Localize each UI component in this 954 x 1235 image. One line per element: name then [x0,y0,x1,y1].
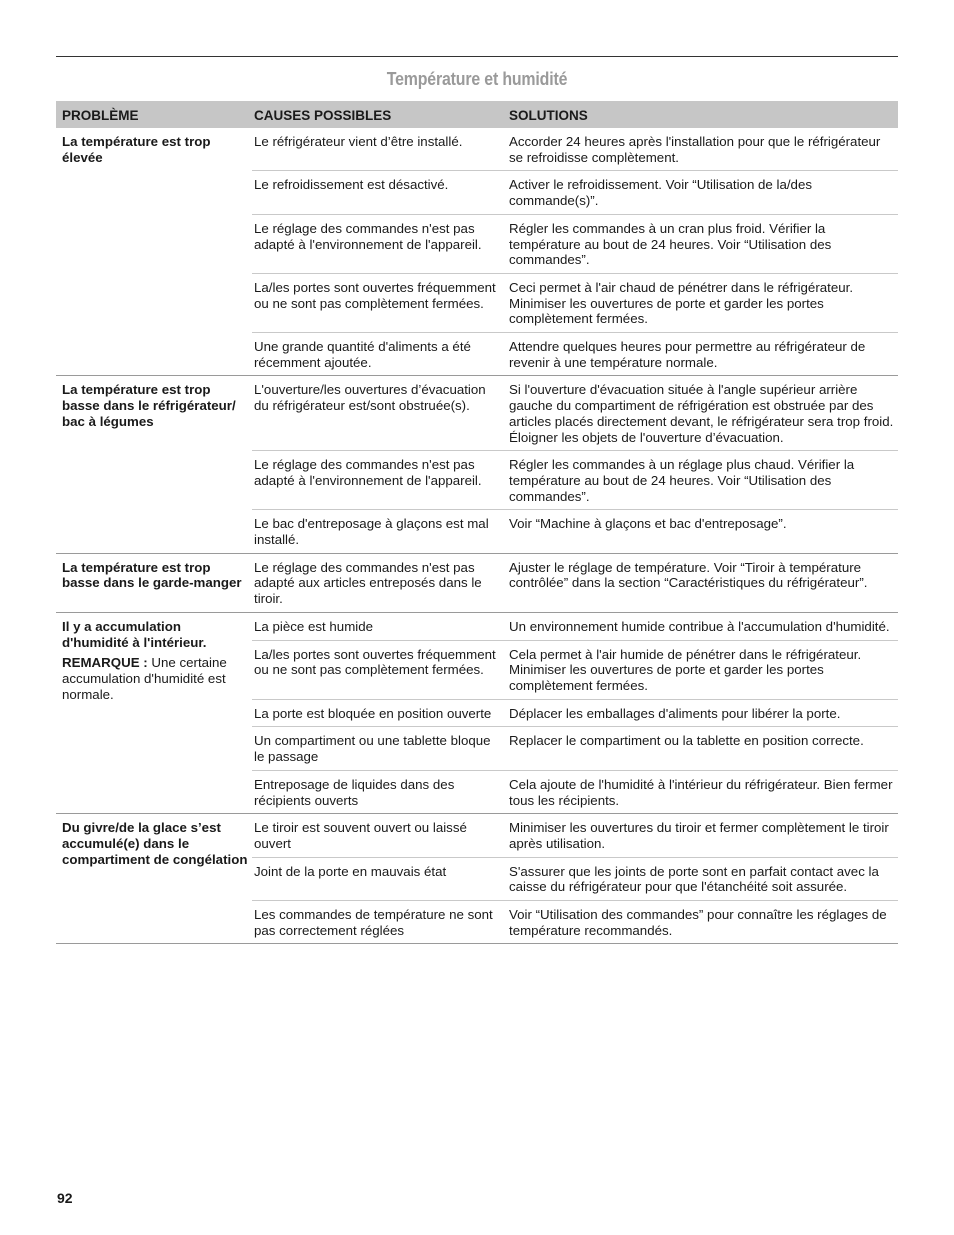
solution-cell: Activer le refroidissement. Voir “Utilisation de la/des commande(s)”. [504,171,898,214]
solution-cell: Voir “Utilisation des commandes” pour connaître les réglages de température recommandés. [504,901,898,944]
cause-cell: Le bac d'entreposage à glaçons est mal installé. [252,510,504,553]
note-text: Une certaine accumulation d'humidité est normale. [62,655,227,702]
problem-text: La température est trop élevée [62,134,211,165]
table-row [56,553,898,612]
cause-cell: Entreposage de liquides dans des récipients ouverts [252,770,504,813]
problem-note [62,655,248,702]
solution-cell: Un environnement humide contribue à l'accumulation d'humidité. [504,612,898,640]
page-number: 92 [57,1190,73,1206]
solution-cell: Régler les commandes à un réglage plus chaud. Vérifier la température au bout de 24 heures. Voir “Utilisation des commandes”. [504,451,898,510]
cause-cell: L'ouverture/les ouvertures d’évacuation du réfrigérateur est/sont obstruée(s). [252,376,504,451]
solution-cell: Cela ajoute de l'humidité à l'intérieur du réfrigérateur. Bien fermer tous les récipients. [504,770,898,813]
solution-cell: Déplacer les emballages d'aliments pour libérer la porte. [504,699,898,727]
cause-cell: La/les portes sont ouvertes fréquemment ou ne sont pas complètement fermées. [252,273,504,332]
problem-text: La température est trop basse dans le garde-manger [62,559,242,591]
solution-cell: Attendre quelques heures pour permettre au réfrigérateur de revenir à une température normale. [504,333,898,376]
problem-text: Il y a accumulation d'humidité à l'intérieur. [62,618,207,650]
solution-cell: Ajuster le réglage de température. Voir “Tiroir à température contrôlée” dans la section “Caractéristiques du réfrigérateur”. [504,553,898,612]
solution-cell: Voir “Machine à glaçons et bac d'entreposage”. [504,510,898,553]
cause-cell: La pièce est humide [252,612,504,640]
cause-cell: Les commandes de température ne sont pas correctement réglées [252,901,504,944]
table-header-row [56,101,898,128]
cause-cell: Une grande quantité d'aliments a été récemment ajoutée. [252,333,504,376]
section-title: Température et humidité [386,68,568,89]
cause-cell: La/les portes sont ouvertes fréquemment ou ne sont pas complètement fermées. [252,640,504,699]
problem-text: Du givre/de la glace s’est accumulé(e) dans le compartiment de congélation [62,820,248,867]
table-body [56,128,898,944]
solution-cell: S'assurer que les joints de porte sont en parfait contact avec la caisse du réfrigérateur pour que l'étanchéité soit assurée. [504,857,898,900]
solution-cell: Accorder 24 heures après l'installation pour que le réfrigérateur se refroidisse complètement. [504,128,898,171]
cause-cell: Le réglage des commandes n'est pas adapté aux articles entreposés dans le tiroir. [252,553,504,612]
header-solutions: SOLUTIONS [504,101,898,128]
problem-cell [56,612,252,813]
problem-cell [56,553,252,612]
note-label: REMARQUE : [62,655,148,671]
solution-cell: Minimiser les ouvertures du tiroir et fermer complètement le tiroir après utilisation. [504,814,898,857]
problem-cell [56,376,252,553]
solution-cell: Régler les commandes à un cran plus froid. Vérifier la température au bout de 24 heures. Voir “Utilisation des commandes”. [504,214,898,273]
problem-cell [56,814,252,944]
solution-cell: Cela permet à l'air humide de pénétrer dans le réfrigérateur. Minimiser les ouvertures de porte et garder les portes complètement fermées. [504,640,898,699]
table-row [56,376,898,451]
table-row [56,814,898,857]
cause-cell: Le réglage des commandes n'est pas adapté à l'environnement de l'appareil. [252,451,504,510]
solution-cell: Si l'ouverture d'évacuation située à l'angle supérieur arrière gauche du compartiment de réfrigération est obstruée par des articles placés directement devant, le réfrigérateur sera trop froid. Éloigner les objets de l'ouverture d’évacuation. [504,376,898,451]
header-problem: PROBLÈME [56,101,252,128]
cause-cell: Le refroidissement est désactivé. [252,171,504,214]
cause-cell: Joint de la porte en mauvais état [252,857,504,900]
cause-cell: Un compartiment ou une tablette bloque le passage [252,727,504,770]
problem-cell [56,128,252,376]
table-row [56,612,898,640]
header-causes: CAUSES POSSIBLES [252,101,504,128]
problem-text: La température est trop basse dans le réfrigérateur/ bac à légumes [62,382,236,429]
cause-cell: Le réglage des commandes n'est pas adapté à l'environnement de l'appareil. [252,214,504,273]
solution-cell: Replacer le compartiment ou la tablette en position correcte. [504,727,898,770]
cause-cell: Le tiroir est souvent ouvert ou laissé ouvert [252,814,504,857]
solution-cell: Ceci permet à l'air chaud de pénétrer dans le réfrigérateur. Minimiser les ouvertures de porte et garder les portes complètement fermées. [504,273,898,332]
cause-cell: La porte est bloquée en position ouverte [252,699,504,727]
top-rule [56,56,898,57]
troubleshooting-table [56,101,898,944]
table-row [56,128,898,171]
cause-cell: Le réfrigérateur vient d’être installé. [252,128,504,171]
